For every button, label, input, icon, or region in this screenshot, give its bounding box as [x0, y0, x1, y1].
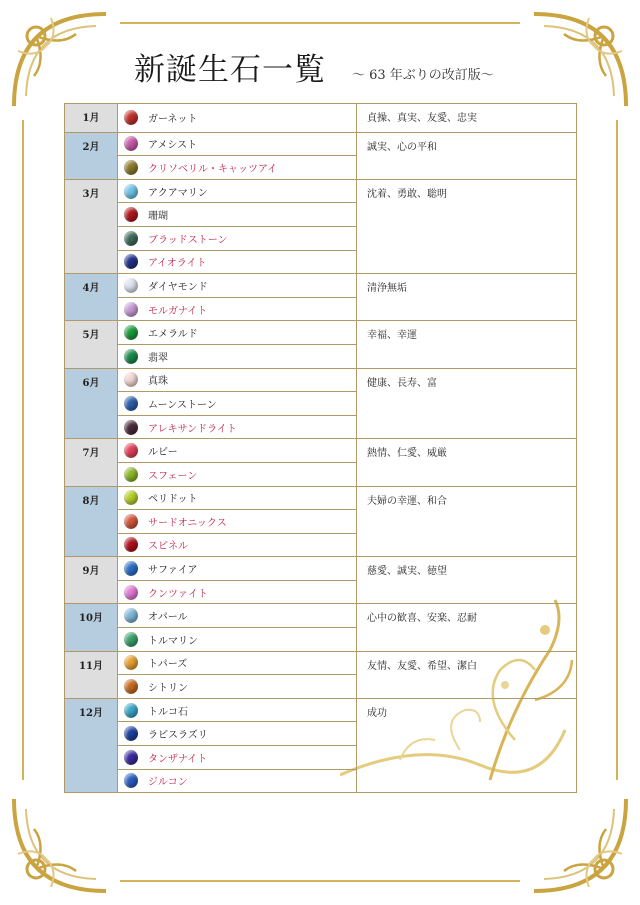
stone-meaning: 熱情、仁愛、威厳	[357, 439, 577, 486]
bottom-border-line	[120, 880, 520, 882]
month-label: 7月	[65, 439, 118, 486]
stone-meaning: 心中の歓喜、安楽、忍耐	[357, 604, 577, 651]
stone-cell	[118, 462, 357, 486]
stone-name: アメシスト	[148, 140, 198, 152]
corner-ornament-bottom-right	[524, 789, 634, 899]
stone-cell	[118, 132, 357, 156]
table-row	[65, 321, 577, 345]
gemstone-icon	[124, 679, 138, 694]
gemstone-icon	[124, 302, 138, 317]
stone-name: ラピスラズリ	[148, 730, 208, 742]
table-row	[65, 486, 577, 510]
stone-cell	[118, 628, 357, 652]
right-border-line	[616, 120, 618, 780]
month-label: 6月	[65, 368, 118, 439]
birthstone-table	[64, 103, 577, 793]
stone-name: サードオニックス	[148, 517, 227, 529]
table-row	[65, 439, 577, 463]
stone-name: モルガナイト	[148, 305, 208, 317]
gemstone-icon	[124, 349, 138, 364]
stone-cell	[118, 533, 357, 557]
gemstone-icon	[124, 726, 138, 741]
stone-name: ルビー	[148, 447, 178, 459]
stone-cell	[118, 392, 357, 416]
page-subtitle: ～ 63 年ぶりの改訂版～	[352, 68, 494, 83]
stone-cell	[118, 297, 357, 321]
stone-cell	[118, 557, 357, 581]
stone-cell	[118, 344, 357, 368]
gemstone-icon	[124, 632, 138, 647]
stone-name: 翡翠	[148, 352, 168, 364]
table-row	[65, 132, 577, 156]
stone-cell	[118, 203, 357, 227]
gemstone-icon	[124, 655, 138, 670]
gemstone-icon	[124, 396, 138, 411]
gemstone-icon	[124, 136, 138, 151]
stone-cell	[118, 226, 357, 250]
table-row	[65, 651, 577, 675]
stone-name: ダイヤモンド	[148, 281, 208, 293]
stone-cell	[118, 510, 357, 534]
month-label: 11月	[65, 651, 118, 698]
stone-cell	[118, 675, 357, 699]
table-row	[65, 698, 577, 722]
corner-ornament-bottom-left	[6, 789, 116, 899]
stone-cell	[118, 486, 357, 510]
stone-name: ジルコン	[148, 777, 188, 789]
table-row	[65, 274, 577, 298]
month-label: 4月	[65, 274, 118, 321]
gemstone-icon	[124, 184, 138, 199]
gemstone-icon	[124, 608, 138, 623]
stone-name: クンツァイト	[148, 588, 208, 600]
corner-ornament-top-right	[524, 6, 634, 116]
stone-name: シトリン	[148, 683, 188, 695]
gemstone-icon	[124, 325, 138, 340]
gemstone-icon	[124, 160, 138, 175]
month-label: 1月	[65, 104, 118, 133]
stone-meaning: 沈着、勇敢、聡明	[357, 179, 577, 273]
stone-cell	[118, 179, 357, 203]
page-title: 新誕生石一覧	[134, 52, 326, 88]
stone-meaning: 夫婦の幸運、和合	[357, 486, 577, 557]
stone-cell	[118, 580, 357, 604]
stone-name: アイオライト	[148, 258, 207, 270]
stone-meaning: 幸福、幸運	[357, 321, 577, 368]
stone-name: ムーンストーン	[148, 399, 217, 411]
stone-meaning: 誠実、心の平和	[357, 132, 577, 179]
gemstone-icon	[124, 490, 138, 505]
stone-name: ペリドット	[148, 494, 198, 506]
gemstone-icon	[124, 467, 138, 482]
stone-name: トパーズ	[148, 659, 188, 671]
stone-meaning: 清浄無垢	[357, 274, 577, 321]
stone-cell	[118, 746, 357, 770]
gemstone-icon	[124, 561, 138, 576]
stone-name: ブラッドストーン	[148, 234, 228, 246]
stone-cell	[118, 604, 357, 628]
gemstone-icon	[124, 110, 138, 125]
month-label: 12月	[65, 698, 118, 792]
stone-name: クリソベリル・キャッツアイ	[148, 163, 278, 175]
table-row	[65, 557, 577, 581]
gemstone-icon	[124, 231, 138, 246]
stone-cell	[118, 104, 357, 133]
gemstone-icon	[124, 514, 138, 529]
stone-meaning: 健康、長寿、富	[357, 368, 577, 439]
corner-ornament-top-left	[6, 6, 116, 116]
stone-cell	[118, 698, 357, 722]
stone-cell	[118, 769, 357, 793]
gemstone-icon	[124, 750, 138, 765]
gemstone-icon	[124, 443, 138, 458]
gemstone-icon	[124, 585, 138, 600]
stone-cell	[118, 415, 357, 439]
stone-name: ガーネット	[148, 114, 198, 126]
month-label: 3月	[65, 179, 118, 273]
table-row	[65, 368, 577, 392]
gemstone-icon	[124, 278, 138, 293]
stone-name: トルマリン	[148, 635, 198, 647]
gemstone-icon	[124, 207, 138, 222]
stone-meaning: 友情、友愛、希望、潔白	[357, 651, 577, 698]
gemstone-icon	[124, 372, 138, 387]
stone-name: アレキサンドライト	[148, 423, 237, 435]
stone-cell	[118, 156, 357, 180]
stone-name: スフェーン	[148, 470, 198, 482]
top-border-line	[120, 22, 520, 24]
stone-name: 珊瑚	[148, 211, 168, 223]
gemstone-icon	[124, 773, 138, 788]
stone-cell	[118, 274, 357, 298]
stone-name: スピネル	[148, 541, 188, 553]
month-label: 8月	[65, 486, 118, 557]
stone-meaning: 慈愛、誠実、徳望	[357, 557, 577, 604]
stone-cell	[118, 651, 357, 675]
month-label: 9月	[65, 557, 118, 604]
table-row	[65, 604, 577, 628]
stone-name: アクアマリン	[148, 187, 208, 199]
stone-cell	[118, 321, 357, 345]
stone-cell	[118, 368, 357, 392]
stone-name: オパール	[148, 612, 188, 624]
table-row	[65, 179, 577, 203]
stone-name: エメラルド	[148, 329, 198, 341]
stone-cell	[118, 439, 357, 463]
stone-name: 真珠	[148, 376, 168, 388]
stone-name: タンザナイト	[148, 753, 208, 765]
stone-cell	[118, 722, 357, 746]
stone-name: トルコ石	[148, 706, 188, 718]
month-label: 2月	[65, 132, 118, 179]
gemstone-icon	[124, 703, 138, 718]
left-border-line	[22, 120, 24, 780]
gemstone-icon	[124, 254, 138, 269]
gemstone-icon	[124, 420, 138, 435]
month-label: 10月	[65, 604, 118, 651]
stone-meaning: 成功	[357, 698, 577, 792]
month-label: 5月	[65, 321, 118, 368]
gemstone-icon	[124, 537, 138, 552]
table-row	[65, 104, 577, 133]
stone-name: サファイア	[148, 565, 198, 577]
stone-meaning: 貞操、真実、友愛、忠実	[357, 104, 577, 133]
stone-cell	[118, 250, 357, 274]
